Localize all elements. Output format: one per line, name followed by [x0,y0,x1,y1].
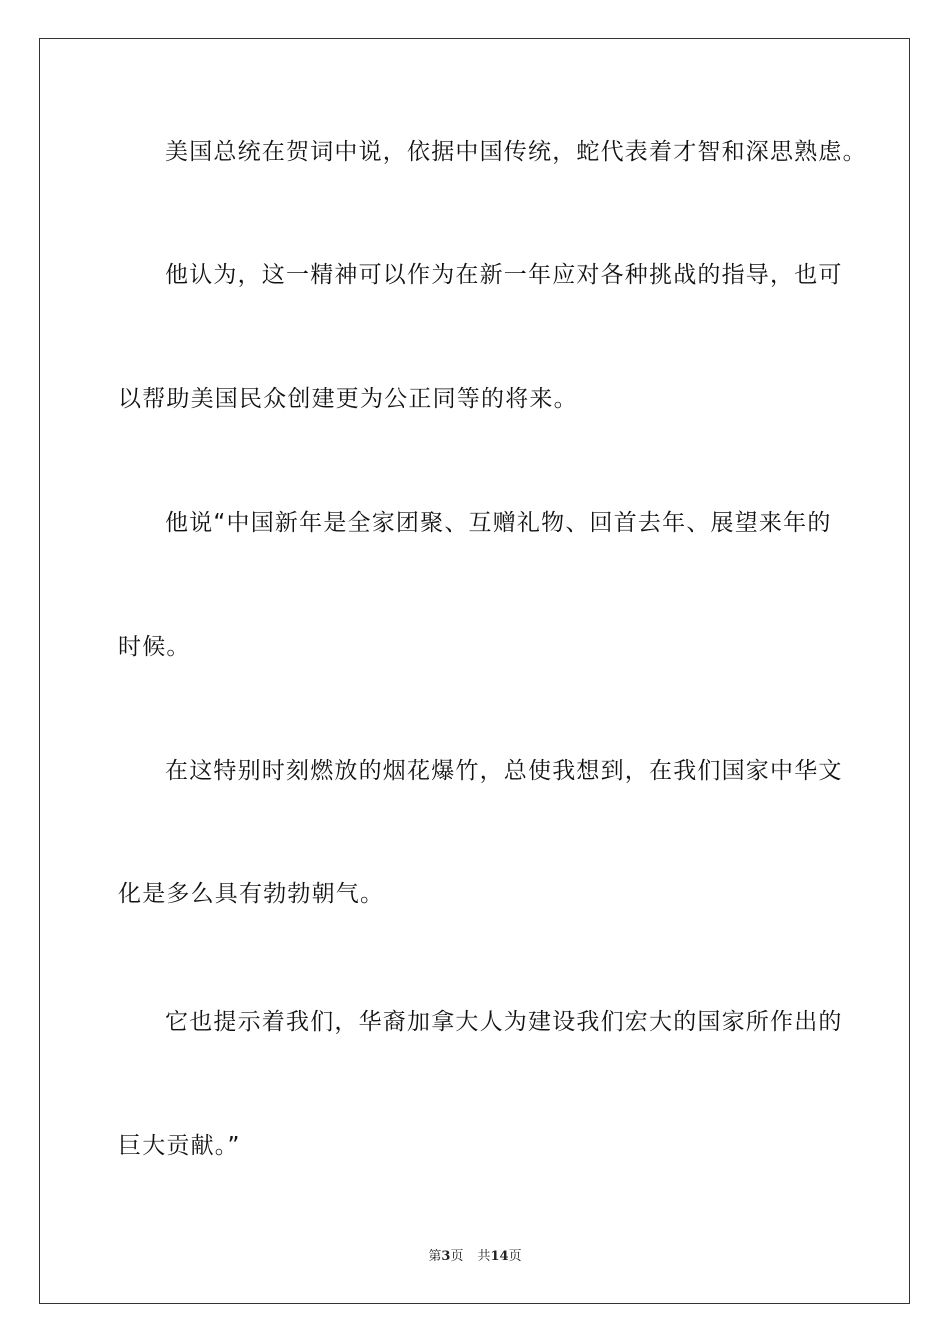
page-suffix: 页 [450,1249,464,1264]
page-prefix: 第 [428,1249,442,1264]
paragraph-3-line-1: 他说“中国新年是全家团聚、互赠礼物、回首去年、展望来年的 [165,510,832,536]
total-pages: 14 [490,1249,509,1264]
page-footer [0,1248,950,1266]
paragraph-2-line-1: 他认为，这一精神可以作为在新一年应对各种挑战的指导，也可 [165,262,843,288]
total-prefix: 共 [477,1249,491,1264]
paragraph-1-line-1: 美国总统在贺词中说，依据中国传统，蛇代表着才智和深思熟虑。 [165,139,867,165]
page-frame [39,38,910,1304]
paragraph-3-line-2: 时候。 [118,634,191,660]
paragraph-2-line-2: 以帮助美国民众创建更为公正同等的将来。 [118,386,578,412]
paragraph-4-line-2: 化是多么具有勃勃朝气。 [118,881,385,907]
paragraph-4-line-1: 在这特别时刻燃放的烟花爆竹，总使我想到，在我们国家中华文 [165,758,843,784]
total-suffix: 页 [508,1249,522,1264]
paragraph-5-line-2: 巨大贡献。” [118,1133,241,1159]
paragraph-5-line-1: 它也提示着我们，华裔加拿大人为建设我们宏大的国家所作出的 [165,1009,843,1035]
page-number: 3 [441,1249,451,1264]
